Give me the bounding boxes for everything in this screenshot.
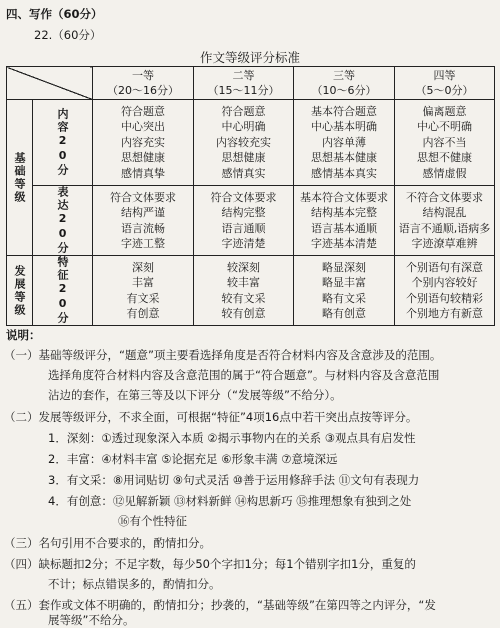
note-4-line-1: （四）缺标题扣2分；不足字数，每少50个字扣1分；每1个错别字扣1分，重复的	[4, 557, 416, 571]
grade-header-4: 四等 （5～0分）	[395, 67, 495, 100]
table-title: 作文等级评分标准	[199, 50, 300, 65]
cell-content-grade1: 符合题意 中心突出 内容充实 思想健康 感情真挚	[93, 100, 194, 186]
note-2-line-6: ⑯有个性特征	[118, 514, 187, 528]
note-2-line-3: 2．丰富：④材料丰富 ⑤论据充足 ⑥形象丰满 ⑦意境深远	[48, 452, 338, 466]
cell-features-grade4: 个别语句有深意 个别内容较好 个别语句较精彩 个别地方有新意	[395, 256, 495, 326]
row-label-content: 内容20分	[33, 100, 93, 186]
cell-content-grade2: 符合题意 中心明确 内容较充实 思想健康 感情真实	[194, 100, 294, 186]
note-1-line-3: 沾边的套作，在第三等及以下评分（“发展等级”不给分）。	[48, 388, 342, 402]
grade-header-1: 一等 （20～16分）	[93, 67, 194, 100]
cell-features-grade3: 略显深刻 略显丰富 略有文采 略有创意	[294, 256, 395, 326]
group-label-basic: 基础等级	[7, 100, 33, 256]
note-1-line-1: （一）基础等级评分，“题意”项主要看选择角度是否符合材料内容及含意涉及的范围。	[4, 348, 442, 362]
note-2-line-1: （二）发展等级评分，不求全面，可根据“特征”4项16点中若干突出点按等评分。	[4, 410, 418, 424]
grading-table	[6, 66, 495, 326]
cell-expression-grade4: 不符合文体要求 结构混乱 语言不通顺,语病多 字迹潦草难辨	[395, 186, 495, 256]
table-corner	[7, 67, 93, 100]
note-1-line-2: 选择角度符合材料内容及含意范围的属于“符合题意”。与材料内容及含意范围	[48, 368, 440, 382]
note-2-line-2: 1．深刻：①透过现象深入本质 ②揭示事物内在的关系 ③观点具有启发性	[48, 431, 416, 445]
note-5-line-2: 展等级”不给分。	[48, 613, 135, 627]
row-label-expression: 表达20分	[33, 186, 93, 256]
group-label-development: 发展等级	[7, 256, 33, 326]
grade-header-3: 三等 （10～6分）	[294, 67, 395, 100]
cell-content-grade3: 基本符合题意 中心基本明确 内容单薄 思想基本健康 感情基本真实	[294, 100, 395, 186]
note-4-line-2: 不计；标点错误多的，酌情扣分。	[48, 577, 221, 591]
cell-content-grade4: 偏离题意 中心不明确 内容不当 思想不健康 感情虚假	[395, 100, 495, 186]
cell-expression-grade3: 基本符合文体要求 结构基本完整 语言基本通顺 字迹基本清楚	[294, 186, 395, 256]
note-2-line-5: 4．有创意：⑫见解新颖 ⑬材料新鲜 ⑭构思新巧 ⑮推理想象有独到之处	[48, 494, 412, 508]
row-label-features: 特征20分	[33, 256, 93, 326]
cell-features-grade2: 较深刻 较丰富 较有文采 较有创意	[194, 256, 294, 326]
note-3-line-1: （三）名句引用不合要求的，酌情扣分。	[4, 536, 211, 550]
cell-expression-grade2: 符合文体要求 结构完整 语言通顺 字迹清楚	[194, 186, 294, 256]
section-heading: 四、写作（60分）	[6, 7, 103, 21]
question-number: 22.（60分）	[34, 28, 102, 42]
cell-expression-grade1: 符合文体要求 结构严谨 语言流畅 字迹工整	[93, 186, 194, 256]
cell-features-grade1: 深刻 丰富 有文采 有创意	[93, 256, 194, 326]
note-2-line-4: 3．有文采：⑧用词贴切 ⑨句式灵活 ⑩善于运用修辞手法 ⑪文句有表现力	[48, 473, 420, 487]
grade-header-2: 二等 （15～11分）	[194, 67, 294, 100]
notes-title: 说明：	[6, 328, 41, 342]
note-5-line-1: （五）套作或文体不明确的，酌情扣分；抄袭的，“基础等级”在第四等之内评分，“发	[4, 598, 436, 612]
